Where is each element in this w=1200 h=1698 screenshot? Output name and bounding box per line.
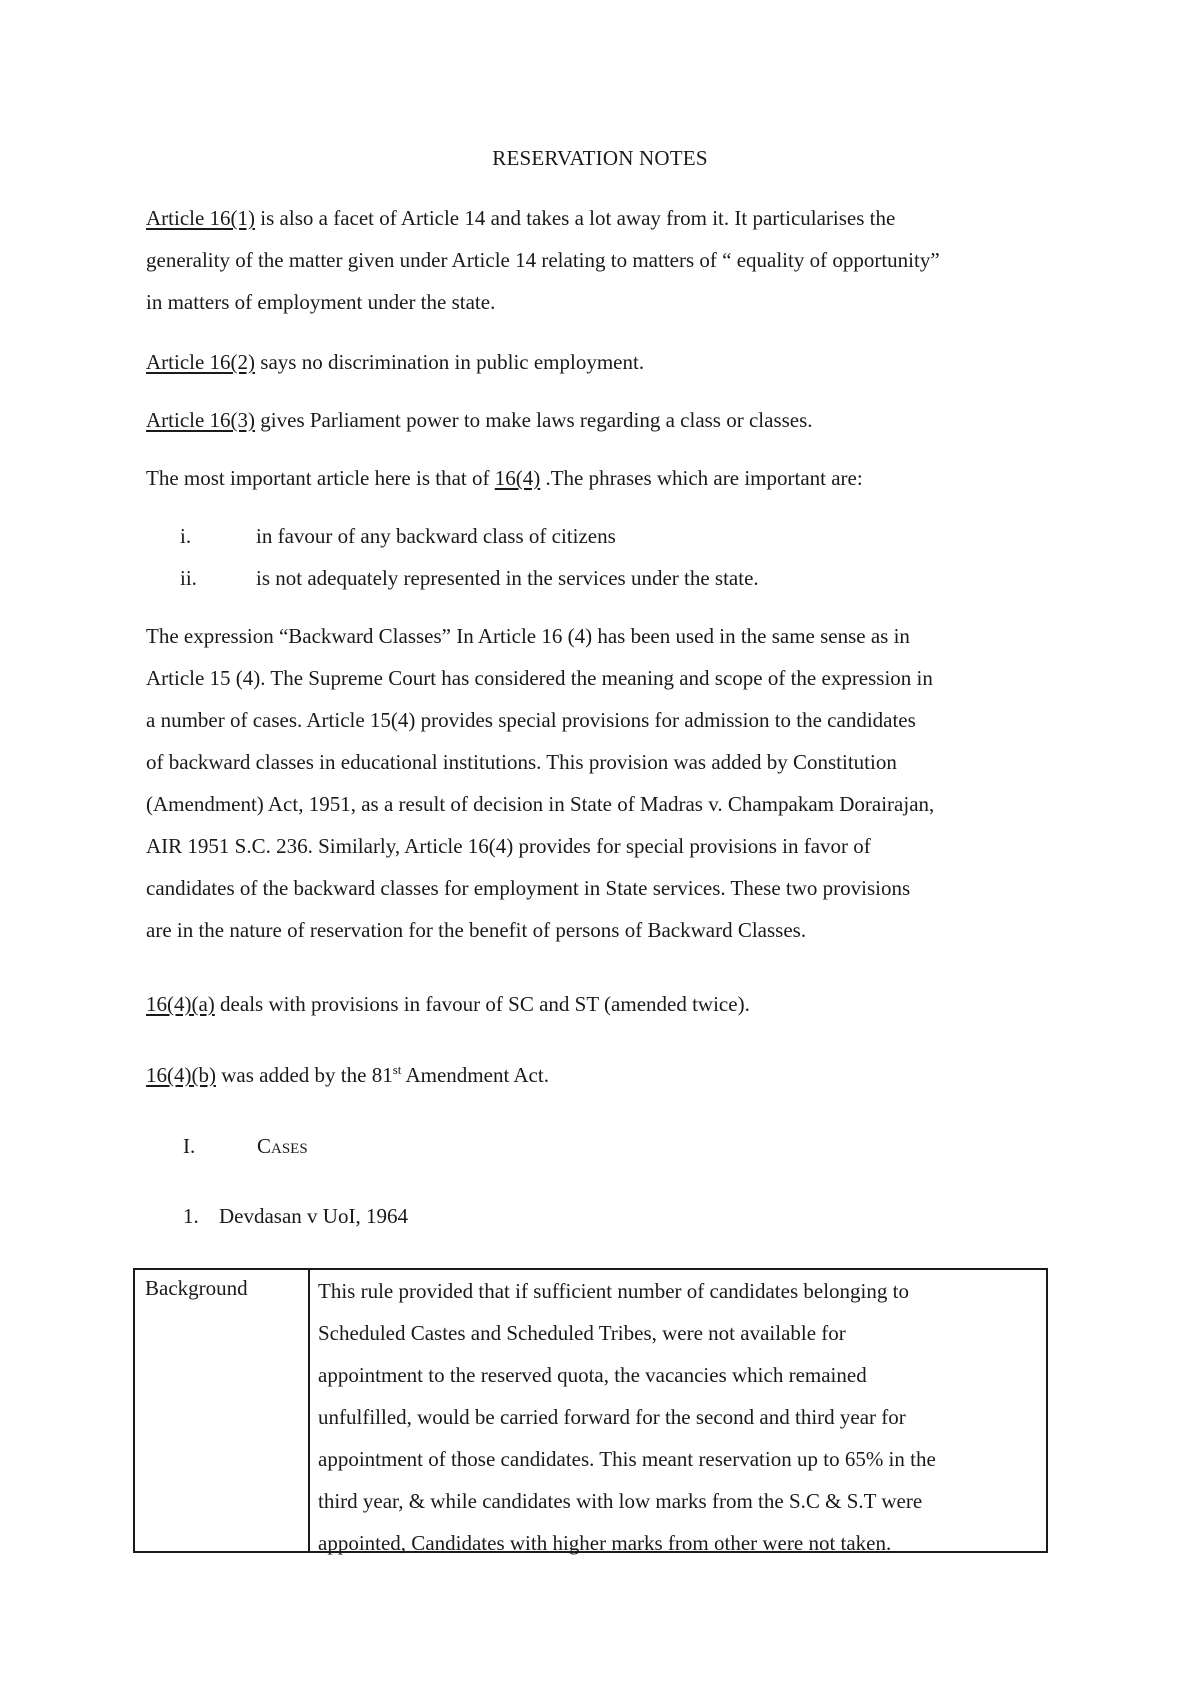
paragraph-text: The most important article here is that of	[146, 466, 495, 490]
paragraph-article-16-4	[146, 457, 1066, 499]
paragraph-text: Amendment Act.	[401, 1063, 549, 1087]
table-line: appointed, Candidates with higher marks from other were not taken.	[318, 1531, 892, 1555]
section-title: Cases	[257, 1134, 308, 1158]
article-ref: Article 16(1)	[146, 206, 256, 230]
table-label-cell	[135, 1270, 310, 1551]
article-ref: 16(4)	[494, 466, 541, 490]
paragraph-article-16-2	[146, 341, 1066, 383]
paragraph-line: a number of cases. Article 15(4) provides special provisions for admission to the candidates	[146, 708, 916, 732]
table-line: Scheduled Castes and Scheduled Tribes, were not available for	[318, 1321, 846, 1345]
list-item	[180, 515, 616, 557]
list-text: in favour of any backward class of citizens	[256, 524, 616, 548]
superscript: st	[392, 1062, 402, 1077]
paragraph-line: candidates of the backward classes for employment in State services. These two provisions	[146, 876, 911, 900]
article-ref: Article 16(2)	[146, 350, 256, 374]
paragraph-text: in matters of employment under the state.	[146, 290, 496, 314]
section-heading	[183, 1125, 308, 1167]
paragraph-line: The expression “Backward Classes” In Article 16 (4) has been used in the same sense as in	[146, 624, 910, 648]
case-title: Devdasan v UoI, 1964	[219, 1204, 408, 1228]
paragraph-16-4-a	[146, 983, 1066, 1025]
case-table	[133, 1268, 1048, 1553]
paragraph-text: .The phrases which are important are:	[540, 466, 863, 490]
paragraph-line: (Amendment) Act, 1951, as a result of decision in State of Madras v. Champakam Dorairajan,	[146, 792, 935, 816]
paragraph-text: generality of the matter given under Article 14 relating to matters of “ equality of opportunity”	[146, 248, 940, 272]
paragraph-article-16-3	[146, 399, 1066, 441]
article-ref: 16(4)(a)	[146, 992, 215, 1016]
paragraph-line: Article 15 (4). The Supreme Court has considered the meaning and scope of the expression in	[146, 666, 933, 690]
paragraph-line: AIR 1951 S.C. 236. Similarly, Article 16(4) provides for special provisions in favor of	[146, 834, 871, 858]
table-line: appointment of those candidates. This meant reservation up to 65% in the	[318, 1447, 936, 1471]
paragraph-line: are in the nature of reservation for the benefit of persons of Backward Classes.	[146, 918, 807, 942]
section-number: I.	[183, 1134, 196, 1158]
table-content-cell	[318, 1270, 1036, 1564]
table-line: third year, & while candidates with low marks from the S.C & S.T were	[318, 1489, 923, 1513]
list-text: is not adequately represented in the services under the state.	[256, 566, 759, 590]
list-number: ii.	[180, 566, 197, 590]
case-heading	[183, 1195, 408, 1237]
table-line: This rule provided that if sufficient number of candidates belonging to	[318, 1279, 909, 1303]
article-ref: 16(4)(b)	[146, 1063, 216, 1087]
paragraph-backward-classes	[146, 615, 1066, 951]
paragraph-text: gives Parliament power to make laws regarding a class or classes.	[255, 408, 813, 432]
paragraph-line: of backward classes in educational institutions. This provision was added by Constitution	[146, 750, 897, 774]
paragraph-text: deals with provisions in favour of SC and ST (amended twice).	[214, 992, 750, 1016]
article-ref: Article 16(3)	[146, 408, 256, 432]
paragraph-text: is also a facet of Article 14 and takes a lot away from it. It particularises the	[255, 206, 896, 230]
paragraph-text: says no discrimination in public employment.	[255, 350, 645, 374]
paragraph-text: was added by the 81	[215, 1063, 393, 1087]
paragraph-article-16-1	[146, 197, 1066, 323]
table-label: Background	[145, 1276, 248, 1300]
paragraph-16-4-b	[146, 1054, 1066, 1096]
case-number: 1.	[183, 1204, 199, 1228]
list-item	[180, 557, 759, 599]
table-line: unfulfilled, would be carried forward for the second and third year for	[318, 1405, 906, 1429]
list-number: i.	[180, 524, 192, 548]
document-title: RESERVATION NOTES	[492, 146, 708, 170]
table-line: appointment to the reserved quota, the vacancies which remained	[318, 1363, 867, 1387]
